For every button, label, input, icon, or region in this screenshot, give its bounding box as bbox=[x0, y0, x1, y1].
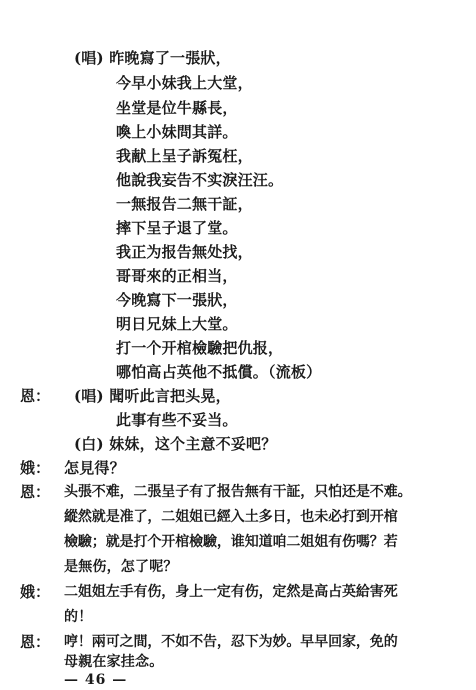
lyric-line: 我献上呈子訴冤枉， bbox=[116, 147, 253, 165]
lyric-line: 此事有些不妥当。 bbox=[116, 411, 238, 429]
sing-tag: (唱) bbox=[74, 49, 104, 67]
lyric-line: 喚上小妹問其詳。 bbox=[116, 123, 238, 141]
page-number: — 46 — bbox=[64, 672, 128, 688]
en1-sing-line bbox=[74, 386, 231, 406]
lyric-line: 打一个开棺檢驗把仇报， bbox=[116, 339, 284, 357]
lyric-line: 聞听此言把头晃， bbox=[109, 387, 231, 405]
speak-tag: (白) bbox=[74, 435, 104, 453]
speaker-label: 恩： bbox=[20, 483, 51, 501]
dialogue-text: 縱然就是准了，二姐姐已經入土多日，也未必打到开棺 bbox=[64, 509, 398, 525]
dialogue-text: 二姐姐左手有伤，身上一定有伤，定然是高占英給害死 bbox=[64, 584, 398, 600]
lyric-line: 摔下呈子退了堂。 bbox=[116, 219, 238, 237]
lyric-line: 一無报告二無干証， bbox=[116, 195, 253, 213]
dialogue-text: 的！ bbox=[64, 609, 93, 625]
lyric-line: 今早小妹我上大堂， bbox=[116, 74, 253, 92]
speaker-label: 娥： bbox=[20, 459, 51, 477]
speaker-label: 恩： bbox=[20, 633, 51, 651]
song1-first-line bbox=[74, 48, 231, 68]
lyric-line: 他說我妄告不实淚汪汪。 bbox=[116, 171, 284, 189]
lyric-line: 明日兄妹上大堂。 bbox=[116, 315, 238, 333]
dialogue-text: 檢驗；就是打个开棺檢驗，谁知道咱二姐姐有伤嗎？若 bbox=[64, 534, 398, 550]
lyric-line: 我正为报告無处找， bbox=[116, 243, 253, 261]
en1-speak-line bbox=[74, 434, 276, 454]
speaker-label: 娥： bbox=[20, 583, 51, 601]
lyric-line: 哪怕高占英他不抵償。（流板） bbox=[116, 363, 322, 381]
dialogue-text: 妹妹，这个主意不妥吧？ bbox=[109, 435, 277, 453]
sing-tag: (唱) bbox=[74, 387, 104, 405]
lyric-line: 昨晚寫了一張狀， bbox=[109, 49, 231, 67]
dialogue-text: 头張不难，二張呈子有了报告無有干証，只怕还是不难。 bbox=[64, 484, 412, 500]
dialogue-text: 母親在家挂念。 bbox=[64, 654, 164, 670]
lyric-line: 坐堂是位牛縣長， bbox=[116, 99, 238, 117]
speaker-label: 恩： bbox=[20, 387, 51, 405]
lyric-line: 今晚寫下一張狀， bbox=[116, 291, 238, 309]
dialogue-text: 怎見得？ bbox=[64, 459, 125, 477]
dialogue-text: 是無伤，怎了呢？ bbox=[64, 559, 178, 575]
dialogue-text: 哼！兩可之間，不如不告，忍下为妙。早早回家，免的 bbox=[64, 634, 398, 650]
lyric-line: 哥哥來的正相当， bbox=[116, 267, 238, 285]
